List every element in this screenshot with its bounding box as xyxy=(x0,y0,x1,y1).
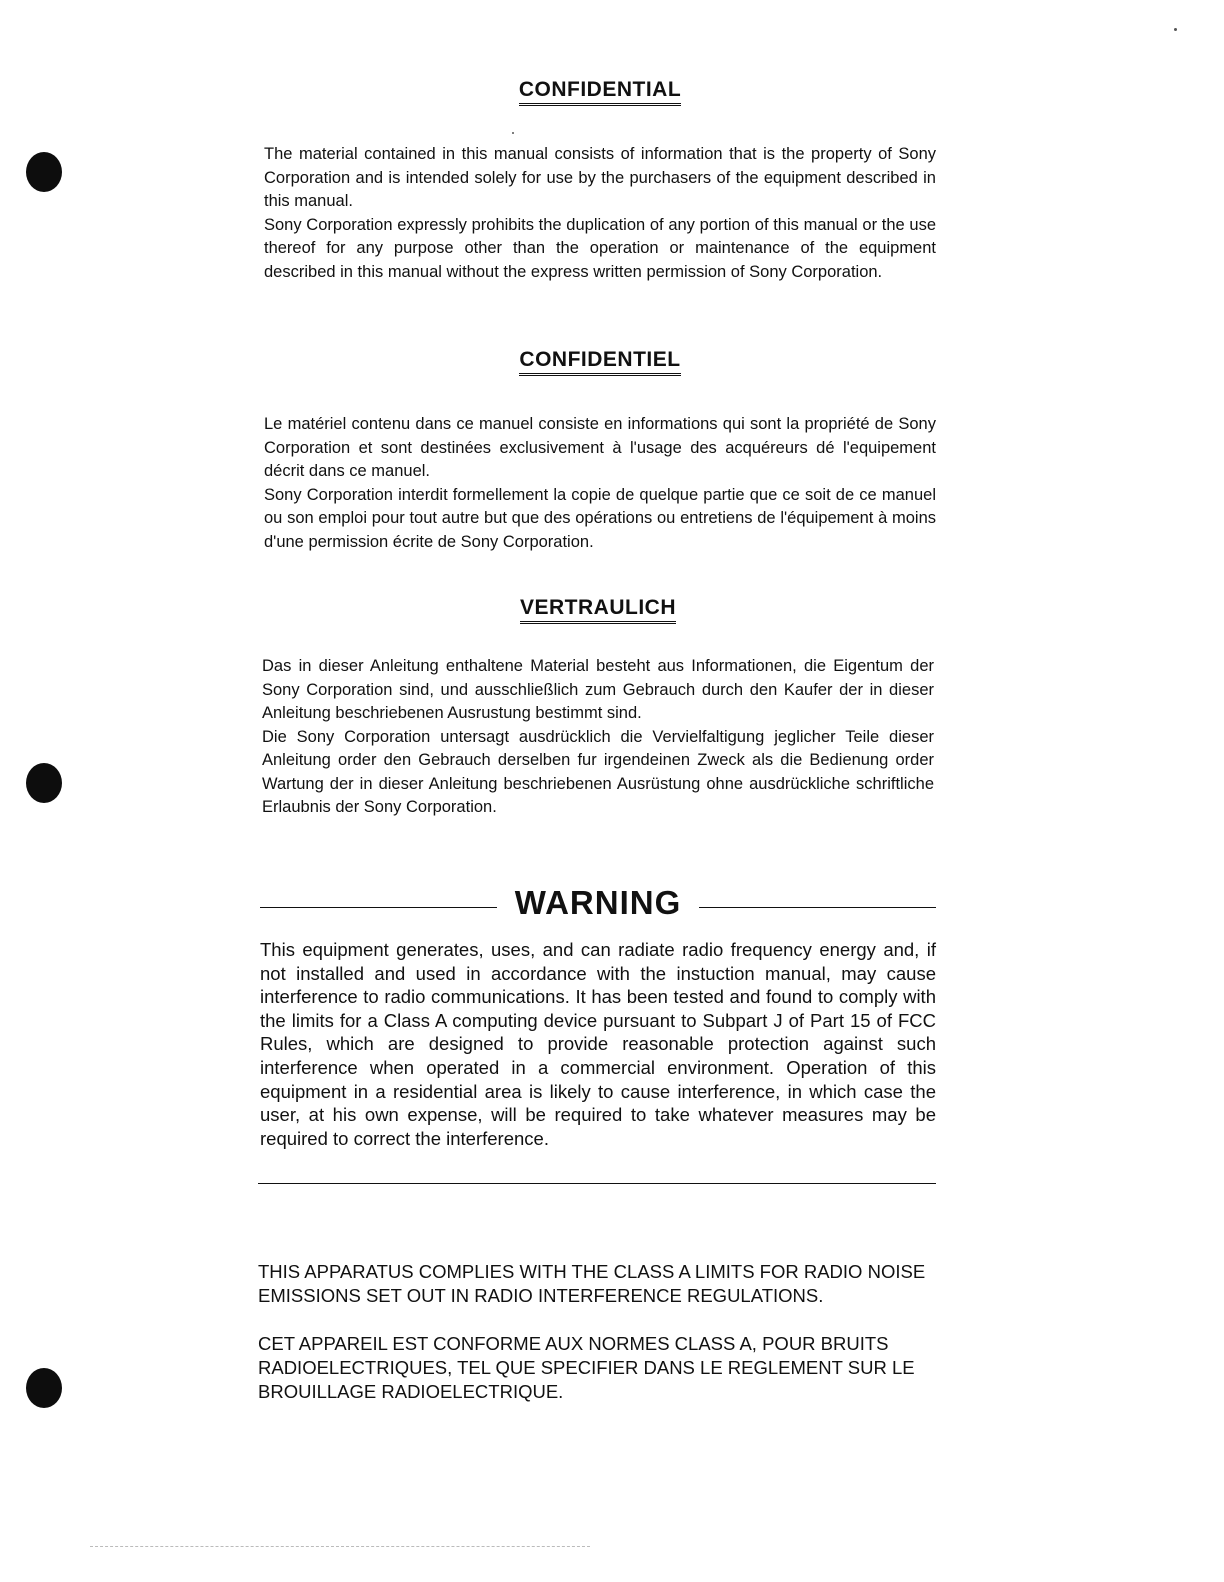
paragraph: Le matériel contenu dans ce manuel consiste en informations qui sont la propriété de Sony Corporation et sont destinées exclusivement à l'usage des acquéreurs dé l'equipement décrit dans ce manuel. xyxy=(264,415,936,480)
section-heading: CONFIDENTIEL xyxy=(264,348,936,376)
section-text xyxy=(264,413,936,554)
section-heading: VERTRAULICH xyxy=(262,596,934,624)
compliance-notice-french: CET APPAREIL EST CONFORME AUX NORMES CLASS A, POUR BRUITS RADIOELECTRIQUES, TEL QUE SPECIFIER DANS LE REGLEMENT SUR LE BROUILLAGE RADIOELECTRIQUE. xyxy=(258,1333,915,1402)
paragraph: Das in dieser Anleitung enthaltene Material besteht aus Informationen, die Eigentum der Sony Corporation sind, und ausschließlich zum Gebrauch durch den Kaufer der in dieser Anleitung beschriebenen Ausrustung bestimmt sind. xyxy=(262,657,934,722)
confidential-section-english xyxy=(264,78,936,284)
confidential-section-french xyxy=(264,348,936,554)
divider xyxy=(258,1183,936,1184)
divider xyxy=(260,907,497,908)
scan-artifact xyxy=(90,1546,590,1547)
divider xyxy=(699,907,936,908)
paragraph: Sony Corporation expressly prohibits the duplication of any portion of this manual or the use thereof for any purpose other than the operation or maintenance of the equipment described in this manual without the express written permission of Sony Corporation. xyxy=(264,215,936,281)
compliance-notice-english: THIS APPARATUS COMPLIES WITH THE CLASS A LIMITS FOR RADIO NOISE EMISSIONS SET OUT IN RADIO INTERFERENCE REGULATIONS. xyxy=(258,1261,926,1306)
paragraph: The material contained in this manual consists of information that is the property of Sony Corporation and is intended solely for use by the purchasers of the equipment described in this manual. xyxy=(264,145,936,210)
scan-speck xyxy=(1174,28,1177,31)
section-text xyxy=(264,143,936,284)
confidential-section-german xyxy=(262,596,934,820)
paragraph: Die Sony Corporation untersagt ausdrücklich die Vervielfaltigung jeglicher Teile dieser Anleitung order den Gebrauch derselben fur irgendeinen Zweck als die Bedienung order Wartung der in dieser Anleitung beschriebenen Ausrüstung ohne ausdrückliche schriftliche Erlaubnis der Sony Corporation. xyxy=(262,727,934,816)
punch-hole-top xyxy=(26,152,62,192)
section-text xyxy=(262,655,934,820)
section-heading: CONFIDENTIAL xyxy=(264,78,936,106)
punch-hole-middle xyxy=(26,763,62,803)
warning-heading xyxy=(260,884,936,922)
warning-text: This equipment generates, uses, and can radiate radio frequency energy and, if not installed and used in accordance with the instuction manual, may cause interference to radio communications. It has been tested and found to comply with the limits for a Class A computing device pursuant to Subpart J of Part 15 of FCC Rules, which are designed to provide reasonable protection against such interference when operated in a commercial environment. Operation of this equipment in a residential area is likely to cause interference, in which case the user, at his own expense, will be required to take whatever measures may be required to correct the interference. xyxy=(260,939,936,1149)
paragraph: Sony Corporation interdit formellement la copie de quelque partie que ce soit de ce manuel ou son emploi pour tout autre but que des opérations ou entretiens de l'équipement à moins d'une permission écrite de Sony Corporation. xyxy=(264,485,936,551)
warning-title: WARNING xyxy=(514,884,682,921)
punch-hole-bottom xyxy=(26,1368,62,1408)
